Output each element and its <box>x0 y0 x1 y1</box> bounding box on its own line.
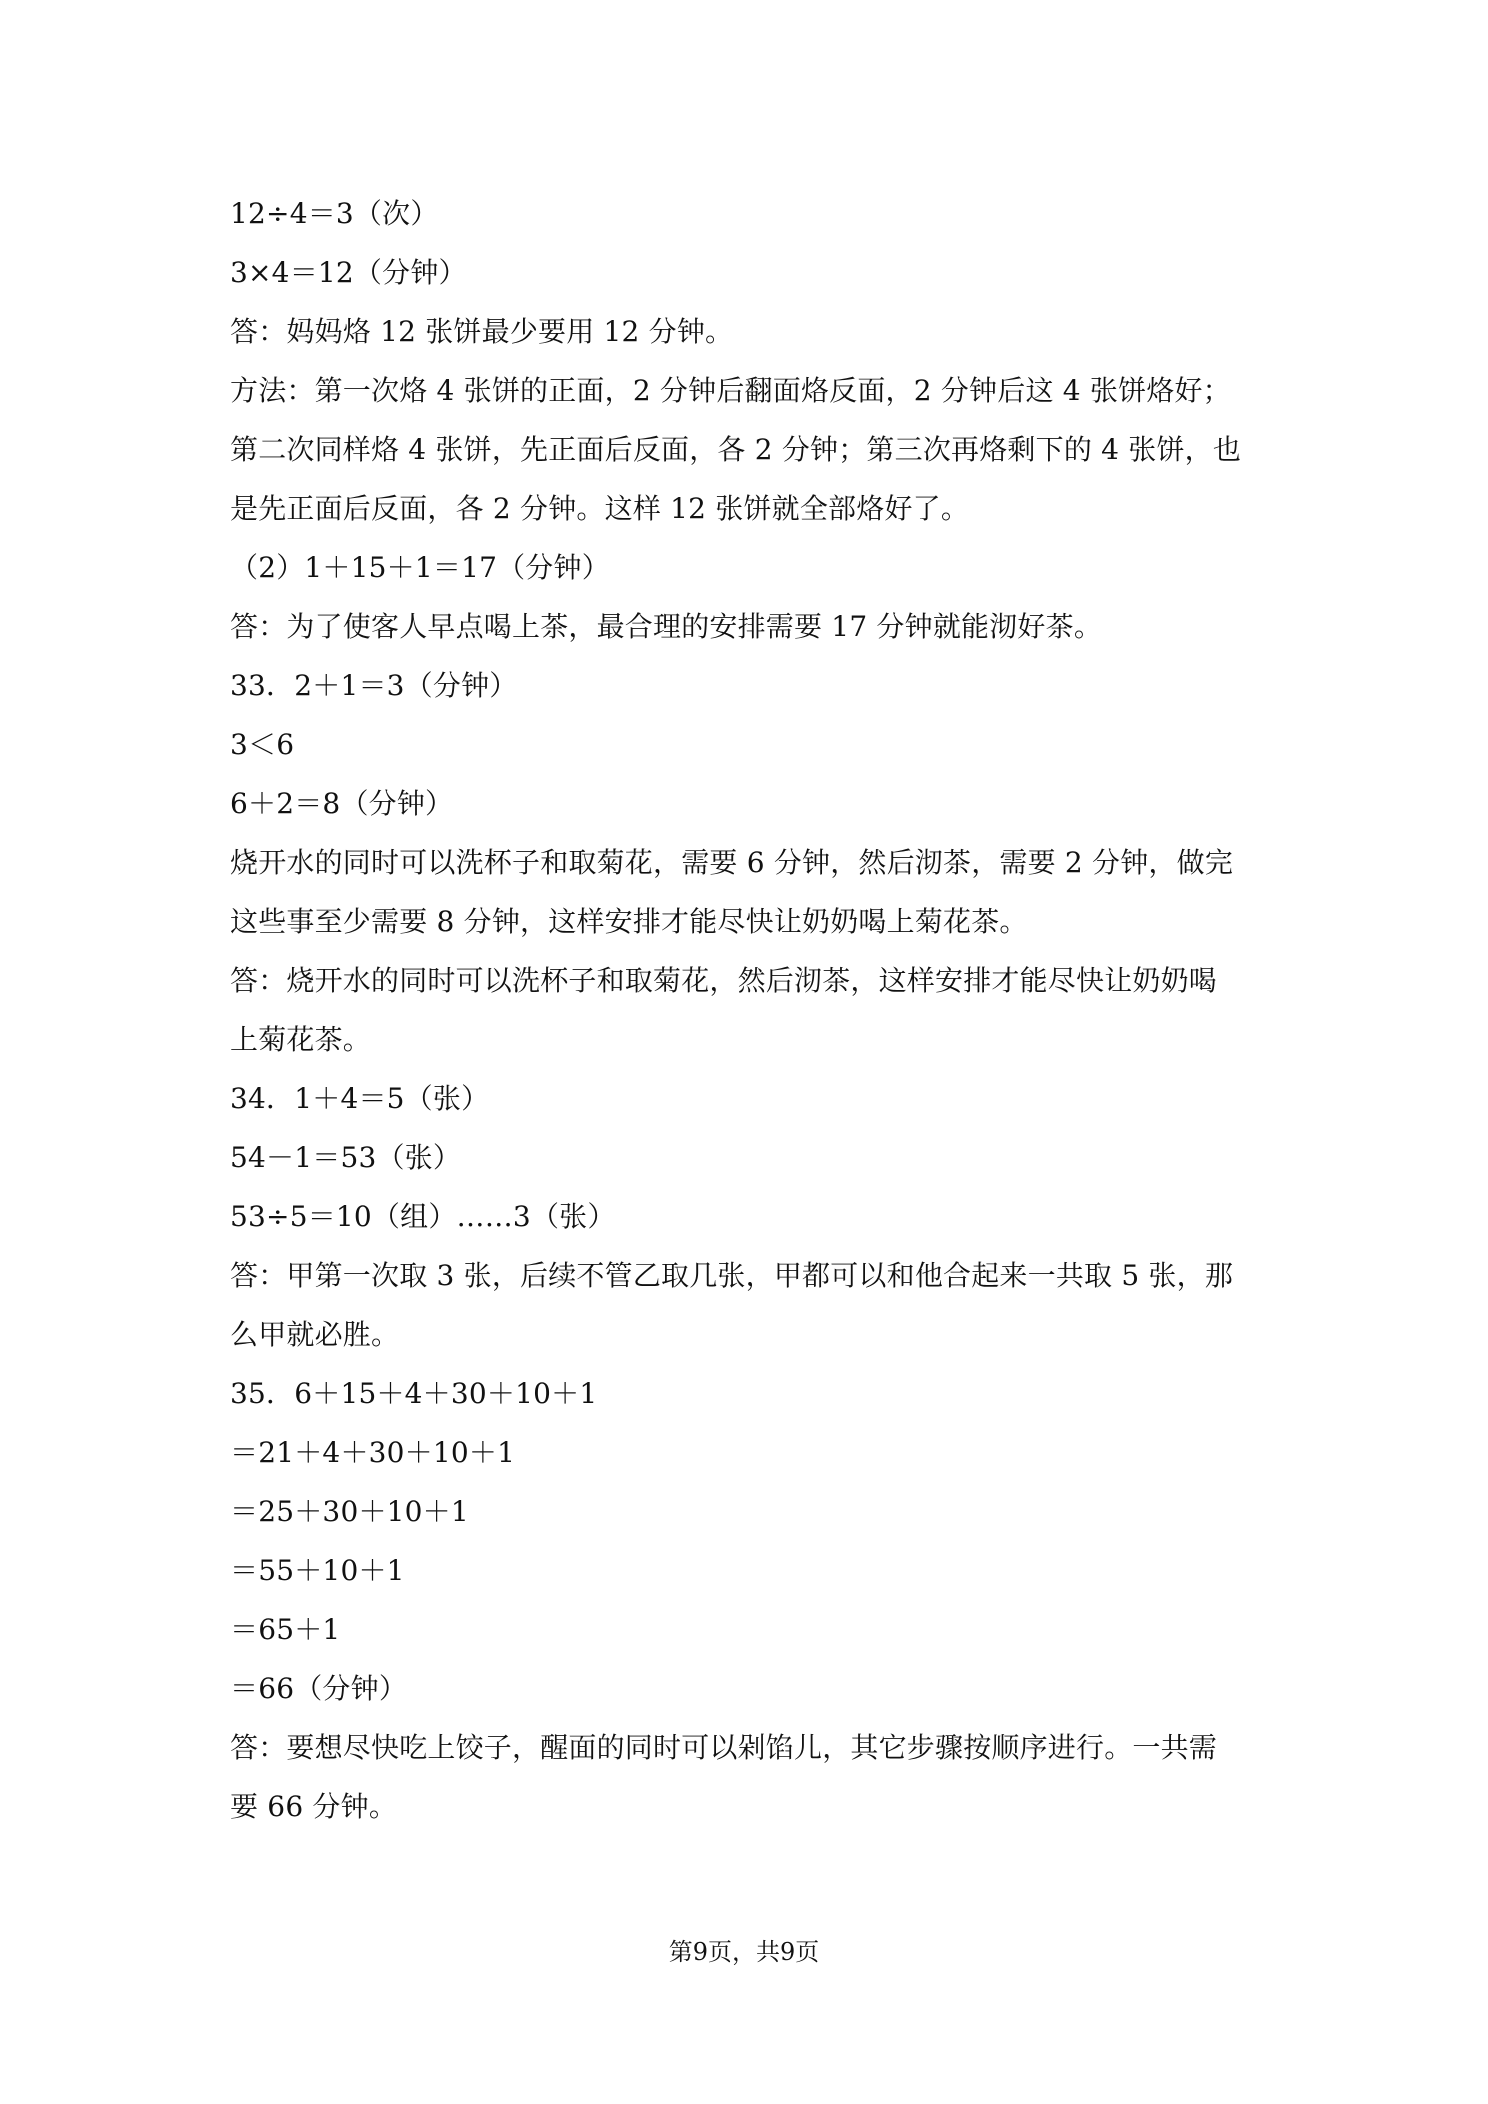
question-34-line: 34．1＋4＝5（张） <box>230 1082 490 1115</box>
question-35-line: 35．6＋15＋4＋30＋10＋1 <box>230 1377 598 1410</box>
page-number: 第9页，共9页 <box>668 1938 820 1966</box>
method-line: 方法：第一次烙 4 张饼的正面，2 分钟后翻面烙反面，2 分钟后这 4 张饼烙好； <box>230 374 1231 407</box>
question-33-line: 33．2＋1＝3（分钟） <box>230 669 518 702</box>
calc-line: ＝21＋4＋30＋10＋1 <box>230 1436 516 1469</box>
calc-line: 54－1＝53（张） <box>230 1141 462 1174</box>
calc-line: 6＋2＝8（分钟） <box>230 787 454 820</box>
answer-line: 答：要想尽快吃上饺子，醒面的同时可以剁馅儿，其它步骤按顺序进行。一共需 <box>230 1731 1218 1764</box>
calc-line: 3＜6 <box>230 728 295 761</box>
calc-line: 3×4＝12（分钟） <box>230 256 467 289</box>
calc-line: ＝25＋30＋10＋1 <box>230 1495 469 1528</box>
answer-line: 答：为了使客人早点喝上茶，最合理的安排需要 17 分钟就能沏好茶。 <box>230 610 1103 643</box>
calc-line: 53÷5＝10（组）……3（张） <box>230 1200 616 1233</box>
calc-line: 12÷4＝3（次） <box>230 197 439 230</box>
method-line: 是先正面后反面，各 2 分钟。这样 12 张饼就全部烙好了。 <box>230 492 970 525</box>
answer-line: 上菊花茶。 <box>230 1023 372 1056</box>
calc-line: ＝55＋10＋1 <box>230 1554 405 1587</box>
calc-line: ＝65＋1 <box>230 1613 341 1646</box>
answer-line: 要 66 分钟。 <box>230 1790 398 1823</box>
explanation-line: 烧开水的同时可以洗杯子和取菊花，需要 6 分钟，然后沏茶，需要 2 分钟，做完 <box>230 846 1234 879</box>
answer-content <box>230 184 1270 1836</box>
explanation-line: 这些事至少需要 8 分钟，这样安排才能尽快让奶奶喝上菊花茶。 <box>230 905 1028 938</box>
calc-line: ＝66（分钟） <box>230 1672 408 1705</box>
answer-line: 答：妈妈烙 12 张饼最少要用 12 分钟。 <box>230 315 734 348</box>
answer-line: 么甲就必胜。 <box>230 1318 400 1351</box>
answer-line: 答：烧开水的同时可以洗杯子和取菊花，然后沏茶，这样安排才能尽快让奶奶喝 <box>230 964 1218 997</box>
method-line: 第二次同样烙 4 张饼，先正面后反面，各 2 分钟；第三次再烙剩下的 4 张饼，也 <box>230 433 1242 466</box>
calc-line: （2）1＋15＋1＝17（分钟） <box>230 551 610 584</box>
answer-line: 答：甲第一次取 3 张，后续不管乙取几张，甲都可以和他合起来一共取 5 张，那 <box>230 1259 1234 1292</box>
